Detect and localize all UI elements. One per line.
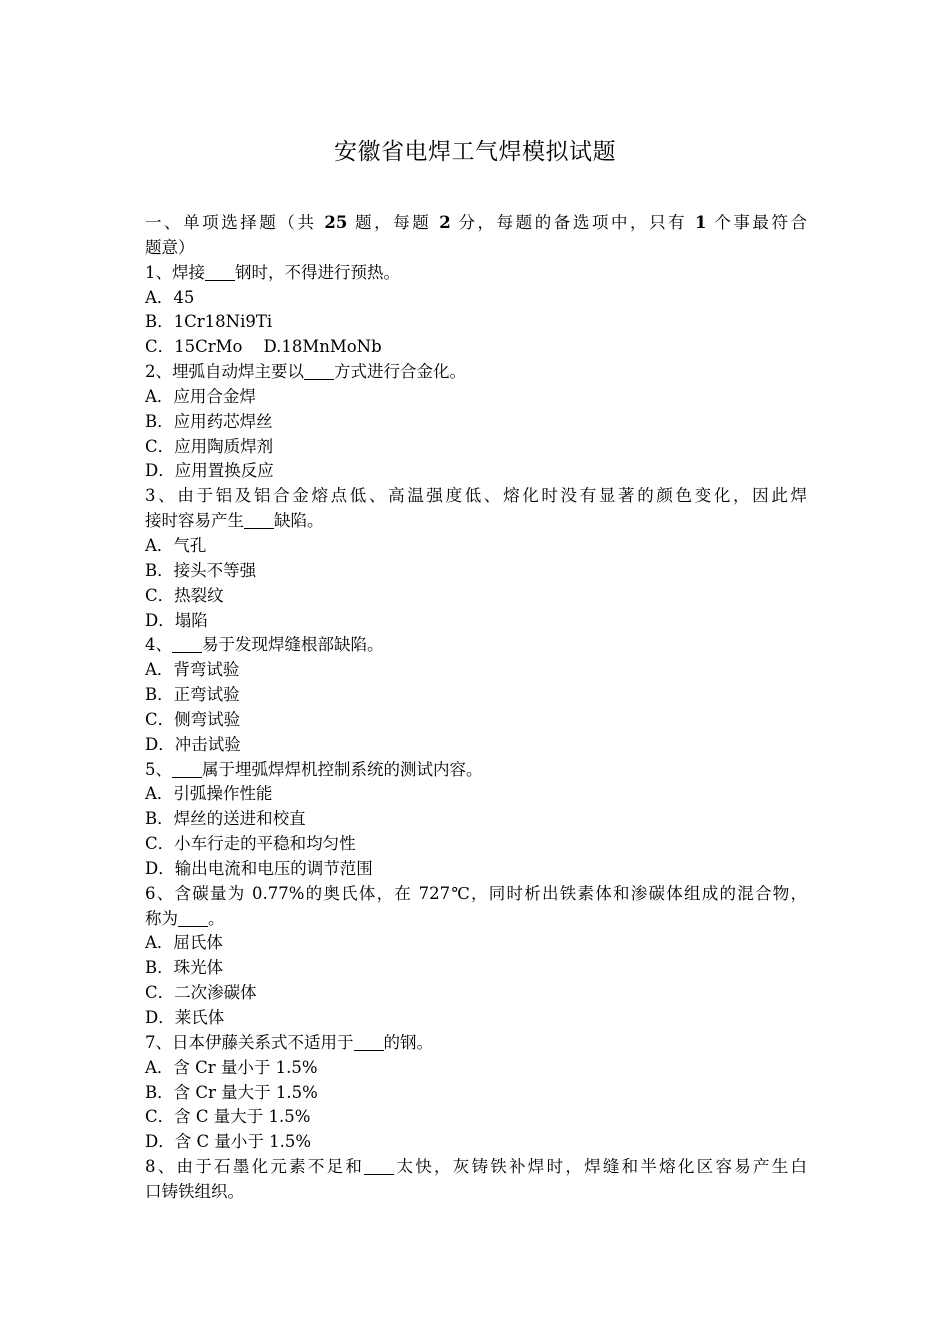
option: D．莱氏体: [145, 1008, 225, 1027]
option: B．1Cr18Ni9Ti: [145, 312, 273, 332]
heading-text: 分，每题的备选项中，只有: [458, 213, 688, 232]
question-points: 2: [439, 213, 451, 232]
question-8-cont: 口铸铁组织。: [145, 1181, 244, 1201]
option: C．含 C 量大于 1.5%: [145, 1107, 311, 1127]
question-2: [145, 360, 807, 385]
answer-blank: [178, 909, 208, 927]
heading-text: 题，每题: [355, 213, 432, 232]
answer-count: 1: [695, 213, 707, 232]
option: A．含 Cr 量小于 1.5%: [145, 1057, 318, 1077]
heading-text: 一、单项选择题（共: [145, 213, 317, 232]
question-text: 属于埋弧焊焊机控制系统的测试内容。: [202, 759, 483, 779]
document-body: [145, 211, 807, 1205]
question-text: 称为: [145, 908, 178, 928]
question-text: 1、焊接: [145, 262, 205, 282]
option: A．气孔: [145, 535, 207, 555]
option: D．塌陷: [145, 610, 208, 630]
answer-blank: [205, 263, 235, 281]
option: C．15CrMo D.18MnMoNb: [145, 337, 382, 357]
question-text: 接时容易产生: [145, 511, 244, 531]
answer-blank: [364, 1158, 394, 1176]
option: B．正弯试验: [145, 685, 240, 705]
question-text: 8、由于石墨化元素不足和: [145, 1157, 365, 1177]
option: D．含 C 量小于 1.5%: [145, 1132, 312, 1152]
question-text: 4、: [145, 635, 172, 655]
question-text: 。: [208, 908, 225, 928]
option: A．屈氏体: [145, 933, 223, 953]
option: C．侧弯试验: [145, 709, 241, 729]
question-8: [145, 1155, 807, 1180]
option: D．输出电流和电压的调节范围: [145, 858, 373, 878]
question-5: [145, 758, 807, 783]
option: C．二次渗碳体: [145, 983, 257, 1003]
option: D．冲击试验: [145, 734, 241, 754]
question-text: 5、: [145, 759, 172, 779]
option: D．应用置换反应: [145, 461, 274, 481]
option: A．背弯试验: [145, 660, 240, 680]
question-text: 方式进行合金化。: [334, 362, 466, 382]
question-4: [145, 633, 807, 658]
question-6: 6、含碳量为 0.77%的奥氏体，在 727℃，同时析出铁素体和渗碳体组成的混合物，: [145, 883, 807, 903]
option: B．接头不等强: [145, 560, 257, 580]
question-6-cont: [145, 907, 807, 932]
question-3: 3、由于铝及铝合金熔点低、高温强度低、熔化时没有显著的颜色变化，因此焊: [145, 486, 807, 506]
option: A．引弧操作性能: [145, 784, 273, 804]
page-title: 安徽省电焊工气焊模拟试题: [334, 139, 616, 165]
heading-text: 个事最符合: [714, 213, 808, 232]
question-text: 钢时，不得进行预热。: [235, 262, 400, 282]
question-text: 2、埋弧自动焊主要以: [145, 362, 304, 382]
question-3-cont: [145, 509, 807, 534]
option: B．焊丝的送进和校直: [145, 809, 306, 829]
answer-blank: [172, 760, 202, 778]
option: A．应用合金焊: [145, 386, 256, 406]
answer-blank: [244, 512, 274, 530]
question-1: [145, 261, 807, 286]
question-text: 缺陷。: [274, 511, 324, 531]
option: C．小车行走的平稳和均匀性: [145, 834, 356, 854]
option: A．45: [145, 287, 195, 307]
section-heading-cont: 题意）: [145, 237, 195, 257]
question-text: 易于发现焊缝根部缺陷。: [202, 635, 384, 655]
option: C．热裂纹: [145, 585, 224, 605]
question-text: 7、日本伊藤关系式不适用于: [145, 1032, 354, 1052]
answer-blank: [172, 636, 202, 654]
answer-blank: [304, 363, 334, 381]
option: B．含 Cr 量大于 1.5%: [145, 1082, 318, 1102]
option: C．应用陶质焊剂: [145, 436, 274, 456]
option: B．应用药芯焊丝: [145, 411, 273, 431]
question-count: 25: [324, 213, 348, 232]
question-7: [145, 1031, 807, 1056]
answer-blank: [354, 1033, 384, 1051]
section-heading: [145, 211, 807, 236]
question-text: 太快，灰铸铁补焊时，焊缝和半熔化区容易产生白: [394, 1157, 808, 1177]
option: B．珠光体: [145, 958, 224, 978]
question-text: 的钢。: [383, 1032, 433, 1052]
